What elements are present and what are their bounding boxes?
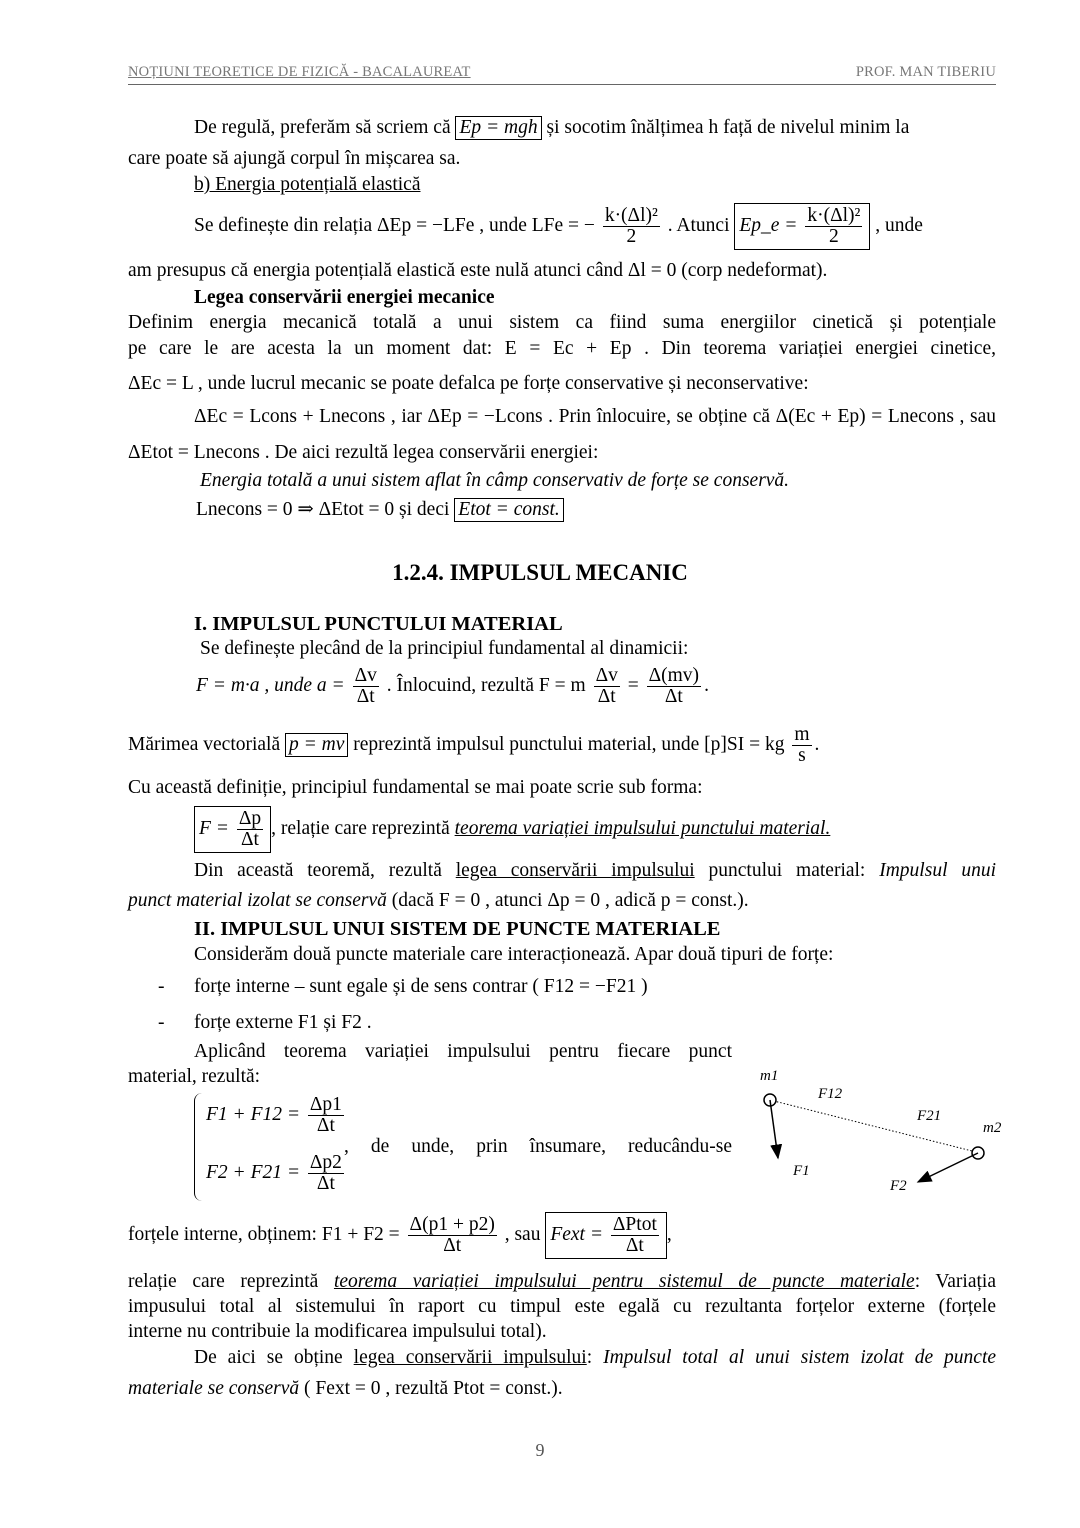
conservation-line5: ΔEtot = Lnecons . De aici rezultă legea conservării energiei: — [128, 442, 599, 463]
part1-line1: Se definește plecând de la principiul fundamental al dinamicii: — [200, 638, 689, 659]
conservation-line1: Definim energia mecanică totală a unui sistem ca fiind suma energiilor cinetică și potențiale — [128, 312, 996, 333]
part2-line12: materiale se conservă ( Fext = 0 , rezultă Ptot = const.). — [128, 1378, 563, 1399]
part2-line4: Aplicând teorema variației impulsului pentru fiecare punct — [194, 1041, 732, 1062]
arrow-f2 — [918, 1153, 978, 1182]
elastic-definition: Se definește din relația ΔEp = −LFe , unde LFe = − $\frac{\text{k·(Δl)²}}{2}$ . Atunci Ep_e = $\frac{\text{k·(Δl)²}}{2}$ , unde — [194, 203, 923, 250]
part2-line6: , de unde, prin însumare, reducându-se — [344, 1136, 732, 1157]
part2-line9: impusului total al sistemului în raport cu timpul este egală cu rezultanta forțelor externe (forțele — [128, 1296, 996, 1317]
equation-brace — [194, 1093, 205, 1201]
label-m2: m2 — [983, 1120, 1002, 1136]
page-number: 9 — [535, 1440, 545, 1460]
label-f12: F12 — [818, 1086, 843, 1102]
label-f21: F21 — [917, 1108, 942, 1124]
conservation-title: Legea conservării energiei mecanice — [194, 287, 495, 308]
part2-line5: material, rezultă: — [128, 1066, 261, 1087]
section-title: 1.2.4. IMPULSUL MECANIC — [392, 560, 688, 585]
bullet-external-forces: forțe externe F1 și F2 . — [194, 1012, 372, 1033]
forces-diagram — [750, 1060, 1050, 1210]
equation-2: F2 + F21 = $\frac{\Delta p2}{\Delta t}$ — [206, 1152, 342, 1194]
conservation-line4: ΔEc = Lcons + Lnecons , iar ΔEp = −Lcons . Prin înlocuire, se obține că Δ(Ec + Ep) = Lnecons , sau — [194, 406, 996, 427]
part2-line11: De aici se obține legea conservării impulsului: Impulsul total al unui sistem izolat de puncte — [194, 1347, 997, 1368]
interaction-line — [770, 1100, 976, 1152]
bullet-internal-forces: forțe interne – sunt egale și de sens contrar ( F12 = −F21 ) — [194, 976, 648, 997]
section-b-title: b) Energia potențială elastică — [194, 174, 421, 195]
part2-title: II. IMPULSUL UNUI SISTEM DE PUNCTE MATERIALE — [194, 918, 721, 940]
part1-line4: Cu această definiție, principiul fundamental se mai poate scrie sub forma: — [128, 777, 703, 798]
label-m1: m1 — [760, 1068, 779, 1084]
header-author: PROF. MAN TIBERIU — [855, 64, 996, 80]
label-f2: F2 — [890, 1178, 907, 1194]
part2-line1: Considerăm două puncte materiale care interacționează. Apar două tipuri de forțe: — [194, 944, 834, 965]
page-header — [128, 62, 996, 85]
part1-title: I. IMPULSUL PUNCTULUI MATERIAL — [194, 613, 563, 635]
part1-momentum-def: Mărimea vectorială p = mv reprezintă impulsul punctului material, unde [p]SI = kg $\frac{m}{s}$ . — [128, 724, 820, 766]
label-f1: F1 — [793, 1163, 810, 1179]
part1-line7: punct material izolat se conservă (dacă F = 0 , atunci Δp = 0 , adică p = const.). — [128, 890, 749, 911]
conservation-line2: pe care le are acesta la un moment dat: E = Ec + Ep . Din teorema variației energiei cinetice, — [128, 338, 996, 359]
part2-line8: relație care reprezintă teorema variației impulsului pentru sistemul de puncte materiale: Variația — [128, 1271, 996, 1292]
conservation-statement: Energia totală a unui sistem aflat în câmp conservativ de forțe se conservă. — [200, 470, 790, 491]
conservation-result: Lnecons = 0 ⇒ ΔEtot = 0 și deci Etot = const. — [196, 498, 564, 522]
part1-newton-law: F = m·a , unde a = $\frac{\Delta v}{\Delta t}$ . Înlocuind, rezultă F = m $\frac{\Delta v}{\Delta t}$ = $\frac{\Delta(mv)}{\Delta t}$ . — [196, 665, 709, 707]
part1-line6: Din această teoremă, rezultă legea conservării impulsului punctului material: Impulsul unui — [194, 860, 997, 881]
conservation-line3: ΔEc = L , unde lucrul mecanic se poate defalca pe forțe conservative și neconservative: — [128, 373, 809, 394]
paragraph-ep-line1: De regulă, preferăm să scriem că Ep = mgh și socotim înălțimea h față de nivelul minim la — [194, 117, 910, 138]
paragraph-ep-line2: care poate să ajungă corpul în mișcarea sa. — [128, 148, 461, 169]
part1-theorem: F = $\frac{\Delta p}{\Delta t}$ , relație care reprezintă teorema variației impulsului punctului material. — [194, 806, 830, 853]
part2-sum-result: forțele interne, obținem: F1 + F2 = $\frac{\Delta(p1 + p2)}{\Delta t}$ , sau Fext = $\frac{\text{ΔPtot}}{\Delta t}$ , — [128, 1212, 672, 1259]
header-title: NOȚIUNI TEORETICE DE FIZICĂ - BACALAUREAT — [128, 64, 471, 80]
bullet-dash: - — [158, 976, 165, 997]
part2-line10: interne nu contribuie la modificarea impulsului total). — [128, 1321, 547, 1342]
equation-1: F1 + F12 = $\frac{\Delta p1}{\Delta t}$ — [206, 1094, 342, 1136]
elastic-note: am presupus că energia potențială elastică este nulă atunci când Δl = 0 (corp nedeformat). — [128, 260, 828, 281]
arrow-f1 — [770, 1100, 778, 1158]
bullet-dash: - — [158, 1012, 165, 1033]
